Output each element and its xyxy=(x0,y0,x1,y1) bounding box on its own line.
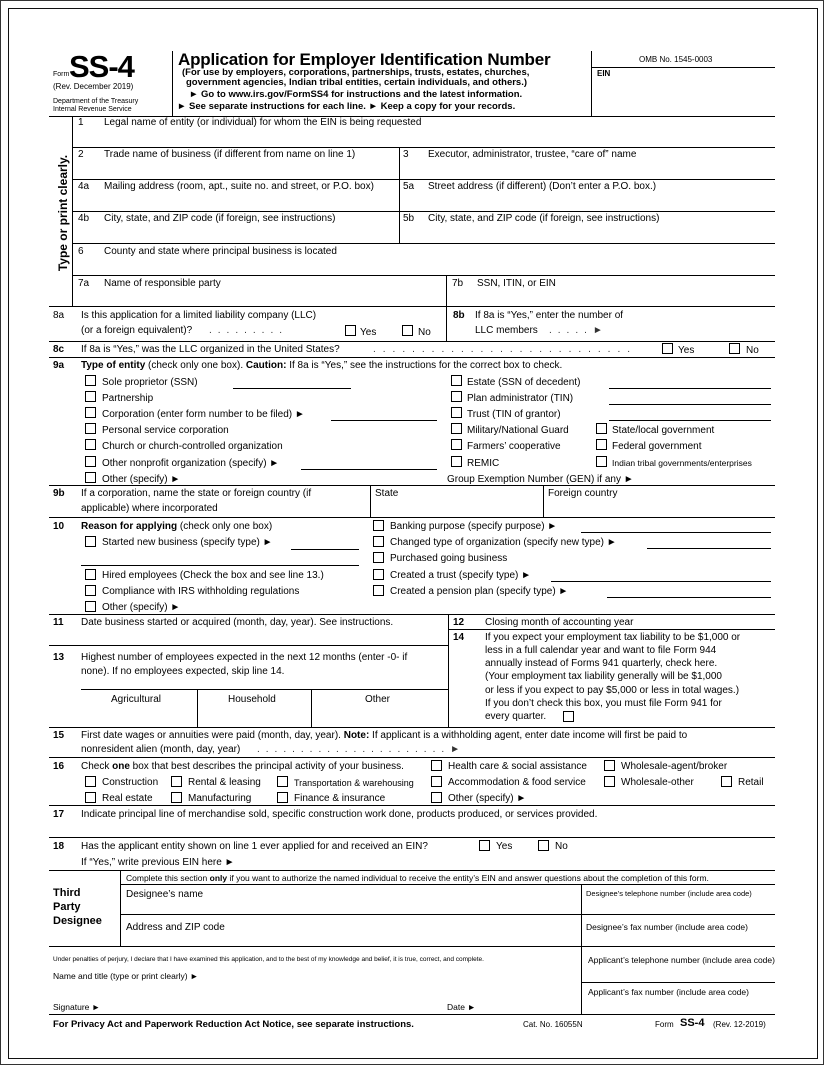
reason-hired-checkbox[interactable] xyxy=(85,569,96,580)
entity-church-checkbox[interactable] xyxy=(85,439,96,450)
line18-yes-label: Yes xyxy=(496,841,513,852)
reason-trust-checkbox[interactable] xyxy=(373,569,384,580)
line8c-yes-label: Yes xyxy=(678,345,695,356)
catalog-number: Cat. No. 16055N xyxy=(523,1020,583,1029)
line13-14-rule xyxy=(49,727,775,728)
line14-label-3: annually instead of Forms 941 quarterly, check here. xyxy=(485,658,718,669)
footer-form-word: Form xyxy=(655,1020,674,1029)
entity-estate-checkbox[interactable] xyxy=(451,375,462,386)
line10-label: Reason for applying (check only one box) xyxy=(81,521,273,532)
activity-accommodation-label: Accommodation & food service xyxy=(448,777,586,788)
activity-retail-checkbox[interactable] xyxy=(721,776,732,787)
designee-name-rule xyxy=(120,914,775,915)
line5a-number: 5a xyxy=(403,181,415,192)
line9a-rule xyxy=(49,485,775,486)
line7b-number: 7b xyxy=(452,278,464,289)
line8a-label-1: Is this application for a limited liability company (LLC) xyxy=(81,310,317,321)
line8c-number: 8c xyxy=(53,344,65,355)
line1-number: 1 xyxy=(78,117,84,128)
line3-label: Executor, administrator, trustee, “care of” name xyxy=(428,149,637,160)
entity-indian-tribal-checkbox[interactable] xyxy=(596,456,607,467)
line14-label-7: every quarter. xyxy=(485,711,547,722)
line4b-rule xyxy=(72,243,775,244)
reason-other-checkbox[interactable] xyxy=(85,601,96,612)
entity-state-local-checkbox[interactable] xyxy=(596,423,607,434)
form-border xyxy=(8,8,818,1059)
activity-health-label: Health care & social assistance xyxy=(448,761,587,772)
department: Department of the Treasury xyxy=(53,98,139,105)
line8b-label-2: LLC members xyxy=(475,325,538,336)
activity-real-estate-label: Real estate xyxy=(102,793,153,804)
line8a-label-2: (or a foreign equivalent)? xyxy=(81,325,193,336)
line7-divider xyxy=(446,275,447,306)
entity-military-label: Military/National Guard xyxy=(467,425,569,436)
reason-banking-checkbox[interactable] xyxy=(373,520,384,531)
entity-corporation-field[interactable] xyxy=(331,420,437,421)
line8c-yes-checkbox[interactable] xyxy=(662,343,673,354)
line2-label: Trade name of business (if different from name on line 1) xyxy=(104,149,356,160)
line17-label: Indicate principal line of merchandise sold, specific construction work done, products produced, or services provided. xyxy=(81,809,598,820)
line13-number: 13 xyxy=(53,652,65,663)
line12-number: 12 xyxy=(453,617,465,628)
entity-farmers-label: Farmers’ cooperative xyxy=(467,441,561,452)
entity-estate-field[interactable] xyxy=(609,388,771,389)
line12-rule xyxy=(448,629,775,630)
line14-label-1: If you expect your employment tax liability to be $1,000 or xyxy=(485,632,741,643)
omb-number: OMB No. 1545-0003 xyxy=(639,55,713,64)
line9b-label-2: applicable) where incorporated xyxy=(81,503,218,514)
signature-rule xyxy=(49,1014,775,1015)
activity-wholesale-agent-label: Wholesale-agent/broker xyxy=(621,761,728,772)
reason-started-field[interactable] xyxy=(291,549,359,550)
form-number: SS-4 xyxy=(69,49,134,84)
line18-label: Has the applicant entity shown on line 1 ever applied for and received an EIN? xyxy=(81,841,428,852)
entity-psc-label: Personal service corporation xyxy=(102,425,229,436)
entity-indian-tribal-label: Indian tribal governments/enterprises xyxy=(612,458,752,468)
entity-plan-admin-checkbox[interactable] xyxy=(451,391,462,402)
reason-pension-field[interactable] xyxy=(607,597,771,598)
line16-number: 16 xyxy=(53,761,65,772)
subtitle-line2: government agencies, Indian tribal entities, certain individuals, and others.) xyxy=(186,77,528,88)
footer-form-number: SS-4 xyxy=(680,1017,705,1029)
line9b-number: 9b xyxy=(53,488,65,499)
entity-sole-proprietor-field[interactable] xyxy=(233,388,351,389)
line14-label-2: less in a full calendar year and want to file Form 944 xyxy=(485,645,717,656)
line10-number: 10 xyxy=(53,521,65,532)
reason-changed-label: Changed type of organization (specify new type) ► xyxy=(390,537,617,548)
household-label: Household xyxy=(228,694,276,705)
line17-rule xyxy=(49,837,775,838)
reason-started-field-2[interactable] xyxy=(81,565,359,566)
other-employees-label: Other xyxy=(365,694,391,705)
form-revision: (Rev. December 2019) xyxy=(53,82,134,91)
activity-real-estate-checkbox[interactable] xyxy=(85,792,96,803)
reason-started-label: Started new business (specify type) ► xyxy=(102,537,273,548)
line18-no-checkbox[interactable] xyxy=(538,840,549,851)
entity-plan-admin-label: Plan administrator (TIN) xyxy=(467,393,574,404)
line13-divider2 xyxy=(311,689,312,727)
third-party-label-3: Designee xyxy=(53,915,102,927)
entity-sole-proprietor-label: Sole proprietor (SSN) xyxy=(102,377,198,388)
signature-label: Signature ► xyxy=(53,1002,101,1012)
form-word: Form xyxy=(53,71,70,78)
see-instructions: ► See separate instructions for each line. ► Keep a copy for your records. xyxy=(177,101,516,112)
type-or-print-label: Type or print clearly. xyxy=(56,154,70,272)
entity-corporation-checkbox[interactable] xyxy=(85,407,96,418)
line8a-yes-checkbox[interactable] xyxy=(345,325,356,336)
line16-rule xyxy=(49,805,775,806)
line9a-number: 9a xyxy=(53,360,65,371)
date-label: Date ► xyxy=(447,1002,476,1012)
reason-changed-checkbox[interactable] xyxy=(373,536,384,547)
activity-accommodation-checkbox[interactable] xyxy=(431,776,442,787)
line17-number: 17 xyxy=(53,809,65,820)
line18-previous-ein-label: If “Yes,” write previous EIN here ► xyxy=(81,857,235,868)
foreign-country-label: Foreign country xyxy=(548,488,618,499)
line6-label: County and state where principal business is located xyxy=(104,246,337,257)
entity-partnership-label: Partnership xyxy=(102,393,154,404)
designee-address-label: Address and ZIP code xyxy=(126,922,225,933)
line18-number: 18 xyxy=(53,841,65,852)
line14-checkbox[interactable] xyxy=(563,711,574,722)
line15-label-1: First date wages or annuities were paid (month, day, year). Note: If applicant is a withholding agent, enter date income will first be paid to xyxy=(81,730,688,741)
line4b-number: 4b xyxy=(78,213,90,224)
line5b-number: 5b xyxy=(403,213,415,224)
line13-top-rule xyxy=(81,689,448,690)
agricultural-label: Agricultural xyxy=(111,694,162,705)
line9b-rule xyxy=(49,517,775,518)
entity-psc-checkbox[interactable] xyxy=(85,423,96,434)
header-divider-right xyxy=(591,51,592,116)
line9b-divider1 xyxy=(370,485,371,517)
omb-divider xyxy=(591,67,775,68)
line18-no-label: No xyxy=(555,841,568,852)
entity-trust-checkbox[interactable] xyxy=(451,407,462,418)
applicant-phone-rule xyxy=(581,982,775,983)
activity-health-checkbox[interactable] xyxy=(431,760,442,771)
activity-rental-label: Rental & leasing xyxy=(188,777,261,788)
entity-sole-proprietor-checkbox[interactable] xyxy=(85,375,96,386)
entity-nonprofit-field[interactable] xyxy=(301,469,437,470)
entity-other-label: Other (specify) ► xyxy=(102,474,181,485)
designee-name-label: Designee’s name xyxy=(126,889,204,900)
activity-wholesale-agent-checkbox[interactable] xyxy=(604,760,615,771)
line8a-yes-label: Yes xyxy=(360,327,377,338)
designee-fax-label: Designee’s fax number (include area code) xyxy=(586,922,748,932)
third-party-label-1: Third xyxy=(53,887,81,899)
third-party-label-2: Party xyxy=(53,901,81,913)
third-party-intro-rule xyxy=(120,884,775,885)
third-party-intro: Complete this section only if you want to authorize the named individual to receive the entity’s EIN and answer questions about the completion of this form. xyxy=(126,873,709,883)
entity-military-checkbox[interactable] xyxy=(451,423,462,434)
line8-divider xyxy=(446,306,447,341)
line14-label-6: If you don’t check this box, you must file Form 941 for xyxy=(485,698,722,709)
activity-construction-label: Construction xyxy=(102,777,159,788)
activity-wholesale-other-checkbox[interactable] xyxy=(604,776,615,787)
activity-manufacturing-label: Manufacturing xyxy=(188,793,252,804)
line10-rule xyxy=(49,614,775,615)
entity-nonprofit-label: Other nonprofit organization (specify) ► xyxy=(102,458,280,469)
line13-label-1: Highest number of employees expected in the next 12 months (enter -0- if xyxy=(81,652,408,663)
instructions-link-text: ► Go to www.irs.gov/FormSS4 for instructions and the latest information. xyxy=(189,89,523,100)
line11-rule xyxy=(49,645,448,646)
reason-trust-field[interactable] xyxy=(551,581,771,582)
line14-label-5: or less if you expect to pay $5,000 or less in total wages.) xyxy=(485,685,740,696)
line1-rule xyxy=(72,147,775,148)
entity-trust-field[interactable] xyxy=(609,420,771,421)
entity-federal-checkbox[interactable] xyxy=(596,439,607,450)
line6-rule xyxy=(72,275,775,276)
group-exemption-label: Group Exemption Number (GEN) if any ► xyxy=(447,474,634,485)
line8b-dots: .....► xyxy=(549,325,609,336)
line8a-rule xyxy=(49,341,775,342)
line2-rule xyxy=(72,179,775,180)
reason-pension-label: Created a pension plan (specify type) ► xyxy=(390,586,569,597)
reason-pension-checkbox[interactable] xyxy=(373,585,384,596)
line2-3-divider xyxy=(399,147,400,243)
form-title: Application for Employer Identification Number xyxy=(178,50,551,69)
reason-banking-label: Banking purpose (specify purpose) ► xyxy=(390,521,558,532)
entity-plan-admin-field[interactable] xyxy=(609,404,771,405)
reason-hired-label: Hired employees (Check the box and see line 13.) xyxy=(102,570,324,581)
line15-number: 15 xyxy=(53,730,65,741)
line2-number: 2 xyxy=(78,149,84,160)
entity-estate-label: Estate (SSN of decedent) xyxy=(467,377,581,388)
entity-other-checkbox[interactable] xyxy=(85,472,96,483)
reason-banking-field[interactable] xyxy=(581,532,771,533)
line18-rule xyxy=(49,870,775,871)
line15-dots: ......................► xyxy=(257,744,467,755)
line8a-no-label: No xyxy=(418,327,431,338)
header-divider-left xyxy=(172,51,173,116)
activity-other-label: Other (specify) ► xyxy=(448,793,527,804)
signature-divider xyxy=(581,946,582,1014)
activity-finance-label: Finance & insurance xyxy=(294,793,386,804)
reason-compliance-label: Compliance with IRS withholding regulations xyxy=(102,586,300,597)
footer-revision: (Rev. 12-2019) xyxy=(713,1020,766,1029)
line8a-number: 8a xyxy=(53,310,65,321)
subtitle-line1: (For use by employers, corporations, partnerships, trusts, estates, churches, xyxy=(182,67,530,78)
reason-purchased-checkbox[interactable] xyxy=(373,552,384,563)
line4a-number: 4a xyxy=(78,181,90,192)
entity-federal-label: Federal government xyxy=(612,441,702,452)
line11-label: Date business started or acquired (month, day, year). See instructions. xyxy=(81,617,394,628)
privacy-notice: For Privacy Act and Paperwork Reduction Act Notice, see separate instructions. xyxy=(53,1019,414,1030)
line9b-label-1: If a corporation, name the state or foreign country (if xyxy=(81,488,312,499)
entity-church-label: Church or church-controlled organization xyxy=(102,441,283,452)
designee-phone-label: Designee’s telephone number (include area code) xyxy=(586,889,752,898)
line13-divider1 xyxy=(197,689,198,727)
third-party-label-divider xyxy=(120,870,121,946)
line11-number: 11 xyxy=(53,617,64,628)
line5b-label: City, state, and ZIP code (if foreign, see instructions) xyxy=(428,213,660,224)
line16-label: Check one box that best describes the principal activity of your business. xyxy=(81,761,404,772)
entity-partnership-checkbox[interactable] xyxy=(85,391,96,402)
line14-label-4: (Your employment tax liability generally will be $1,000 xyxy=(485,671,722,682)
reason-purchased-label: Purchased going business xyxy=(390,553,508,564)
applicant-fax-label: Applicant’s fax number (include area code) xyxy=(588,987,749,997)
line7b-label: SSN, ITIN, or EIN xyxy=(477,278,556,289)
line7-rule xyxy=(49,306,775,307)
line4a-rule xyxy=(72,211,775,212)
third-party-rule xyxy=(49,946,775,947)
activity-other-checkbox[interactable] xyxy=(431,792,442,803)
activity-transport-label: Transportation & warehousing xyxy=(294,778,414,788)
line12-label: Closing month of accounting year xyxy=(485,617,634,628)
activity-construction-checkbox[interactable] xyxy=(85,776,96,787)
line11-14-divider xyxy=(448,614,449,727)
line15-rule xyxy=(49,757,775,758)
line15-label-2: nonresident alien (month, day, year) xyxy=(81,744,241,755)
line8a-dots: ......... xyxy=(209,325,289,336)
reason-changed-field[interactable] xyxy=(647,548,771,549)
name-title-label: Name and title (type or print clearly) ► xyxy=(53,971,199,981)
line9a-label: Type of entity (check only one box). Caution: If 8a is “Yes,” see the instructions for the correct box to check. xyxy=(81,360,563,371)
line13-label-2: none). If no employees expected, skip line 14. xyxy=(81,666,285,677)
reason-other-label: Other (specify) ► xyxy=(102,602,181,613)
agency: Internal Revenue Service xyxy=(53,106,132,113)
perjury-statement: Under penalties of perjury, I declare that I have examined this application, and to the best of my knowledge and belief, it is true, correct, and complete. xyxy=(53,956,484,963)
applicant-phone-label: Applicant’s telephone number (include area code) xyxy=(588,955,775,965)
line9b-divider2 xyxy=(543,485,544,517)
activity-wholesale-other-label: Wholesale-other xyxy=(621,777,694,788)
line1-label: Legal name of entity (or individual) for whom the EIN is being requested xyxy=(104,117,422,128)
line8c-label: If 8a is “Yes,” was the LLC organized in the United States? xyxy=(81,344,340,355)
activity-finance-checkbox[interactable] xyxy=(277,792,288,803)
state-label: State xyxy=(375,488,399,499)
entity-trust-label: Trust (TIN of grantor) xyxy=(467,409,561,420)
reason-compliance-checkbox[interactable] xyxy=(85,585,96,596)
activity-rental-checkbox[interactable] xyxy=(171,776,182,787)
line8c-no-label: No xyxy=(746,345,759,356)
entity-remic-checkbox[interactable] xyxy=(451,456,462,467)
line8c-dots: ........................... xyxy=(373,344,638,355)
entity-farmers-checkbox[interactable] xyxy=(451,439,462,450)
line8b-number: 8b xyxy=(453,310,465,321)
ein-label: EIN xyxy=(597,69,611,78)
line4a-label: Mailing address (room, apt., suite no. and street, or P.O. box) xyxy=(104,181,374,192)
reason-trust-label: Created a trust (specify type) ► xyxy=(390,570,532,581)
entity-nonprofit-checkbox[interactable] xyxy=(85,456,96,467)
line8c-rule xyxy=(49,357,775,358)
entity-remic-label: REMIC xyxy=(467,458,500,469)
activity-retail-label: Retail xyxy=(738,777,764,788)
line4b-label: City, state, and ZIP code (if foreign, see instructions) xyxy=(104,213,336,224)
line8a-no-checkbox[interactable] xyxy=(402,325,413,336)
line14-number: 14 xyxy=(453,632,465,643)
activity-transport-checkbox[interactable] xyxy=(277,776,288,787)
reason-started-checkbox[interactable] xyxy=(85,536,96,547)
line7a-label: Name of responsible party xyxy=(104,278,221,289)
line5a-label: Street address (if different) (Don’t enter a P.O. box.) xyxy=(428,181,657,192)
line18-yes-checkbox[interactable] xyxy=(479,840,490,851)
line7a-number: 7a xyxy=(78,278,90,289)
activity-manufacturing-checkbox[interactable] xyxy=(171,792,182,803)
entity-state-local-label: State/local government xyxy=(612,425,715,436)
entity-corporation-label: Corporation (enter form number to be filed) ► xyxy=(102,409,305,420)
line8c-no-checkbox[interactable] xyxy=(729,343,740,354)
line3-number: 3 xyxy=(403,149,409,160)
line6-number: 6 xyxy=(78,246,84,257)
line8b-label-1: If 8a is “Yes,” enter the number of xyxy=(475,310,624,321)
third-party-divider xyxy=(581,884,582,946)
